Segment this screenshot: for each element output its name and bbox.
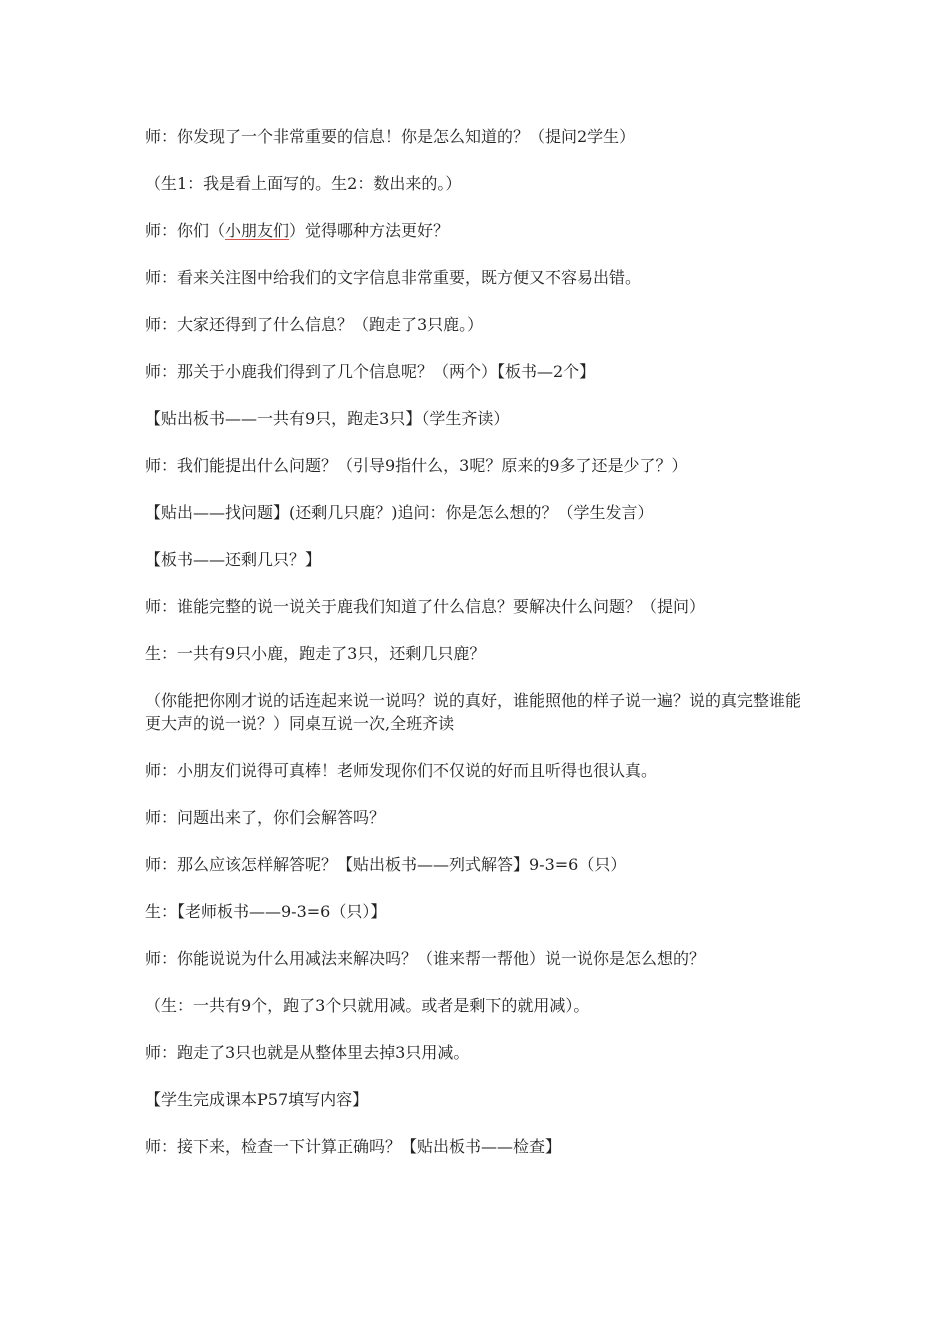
paragraph-7: 【贴出板书——一共有9只，跑走3只】（学生齐读） xyxy=(145,409,510,428)
paragraph-8: 师：我们能提出什么问题？（引导9指什么，3呢？原来的9多了还是少了？） xyxy=(145,456,688,475)
paragraph-11: 师：谁能完整的说一说关于鹿我们知道了什么信息？要解决什么问题？（提问） xyxy=(145,597,706,616)
paragraph-16: 师：那么应该怎样解答呢？【贴出板书——列式解答】9-3=6（只） xyxy=(145,855,627,874)
paragraph-3-part-3: ）觉得哪种方法更好？ xyxy=(289,221,450,240)
paragraph-20: 师：跑走了3只也就是从整体里去掉3只用减。 xyxy=(145,1043,470,1062)
paragraph-3 xyxy=(145,219,810,242)
paragraph-13: （你能把你刚才说的话连起来说一说吗？说的真好，谁能照他的样子说一遍？说的真完整谁能更大声的说一说？）同桌互说一次,全班齐读 xyxy=(145,691,802,733)
paragraph-22: 师：接下来，检查一下计算正确吗？【贴出板书——检查】 xyxy=(145,1137,562,1156)
paragraph-15: 师：问题出来了，你们会解答吗？ xyxy=(145,808,386,827)
spellcheck-underlined-word: 小朋友们 xyxy=(225,221,290,240)
paragraph-2: （生1：我是看上面写的。生2：数出来的。） xyxy=(145,174,462,193)
paragraph-14: 师：小朋友们说得可真棒！老师发现你们不仅说的好而且听得也很认真。 xyxy=(145,761,658,780)
paragraph-12: 生：一共有9只小鹿，跑走了3只，还剩几只鹿？ xyxy=(145,644,486,663)
paragraph-1: 师：你发现了一个非常重要的信息！你是怎么知道的？（提问2学生） xyxy=(145,127,636,146)
paragraph-9: 【贴出——找问题】(还剩几只鹿？)追问：你是怎么想的？（学生发言） xyxy=(145,503,654,522)
paragraph-18: 师：你能说说为什么用减法来解决吗？（谁来帮一帮他）说一说你是怎么想的？ xyxy=(145,949,706,968)
paragraph-10: 【板书——还剩几只？】 xyxy=(145,550,322,569)
paragraph-3-part-1: 师：你们（ xyxy=(145,221,226,240)
paragraph-19: （生：一共有9个，跑了3个只就用减。或者是剩下的就用减）。 xyxy=(145,996,590,1015)
paragraph-21: 【学生完成课本P57填写内容】 xyxy=(145,1090,369,1109)
paragraph-4: 师：看来关注图中给我们的文字信息非常重要，既方便又不容易出错。 xyxy=(145,268,642,287)
paragraph-17: 生：【老师板书——9-3=6（只）】 xyxy=(145,902,387,921)
document-body xyxy=(145,125,810,1182)
paragraph-6: 师：那关于小鹿我们得到了几个信息呢？（两个）【板书—2个】 xyxy=(145,362,596,381)
paragraph-5: 师：大家还得到了什么信息？（跑走了3只鹿。） xyxy=(145,315,484,334)
